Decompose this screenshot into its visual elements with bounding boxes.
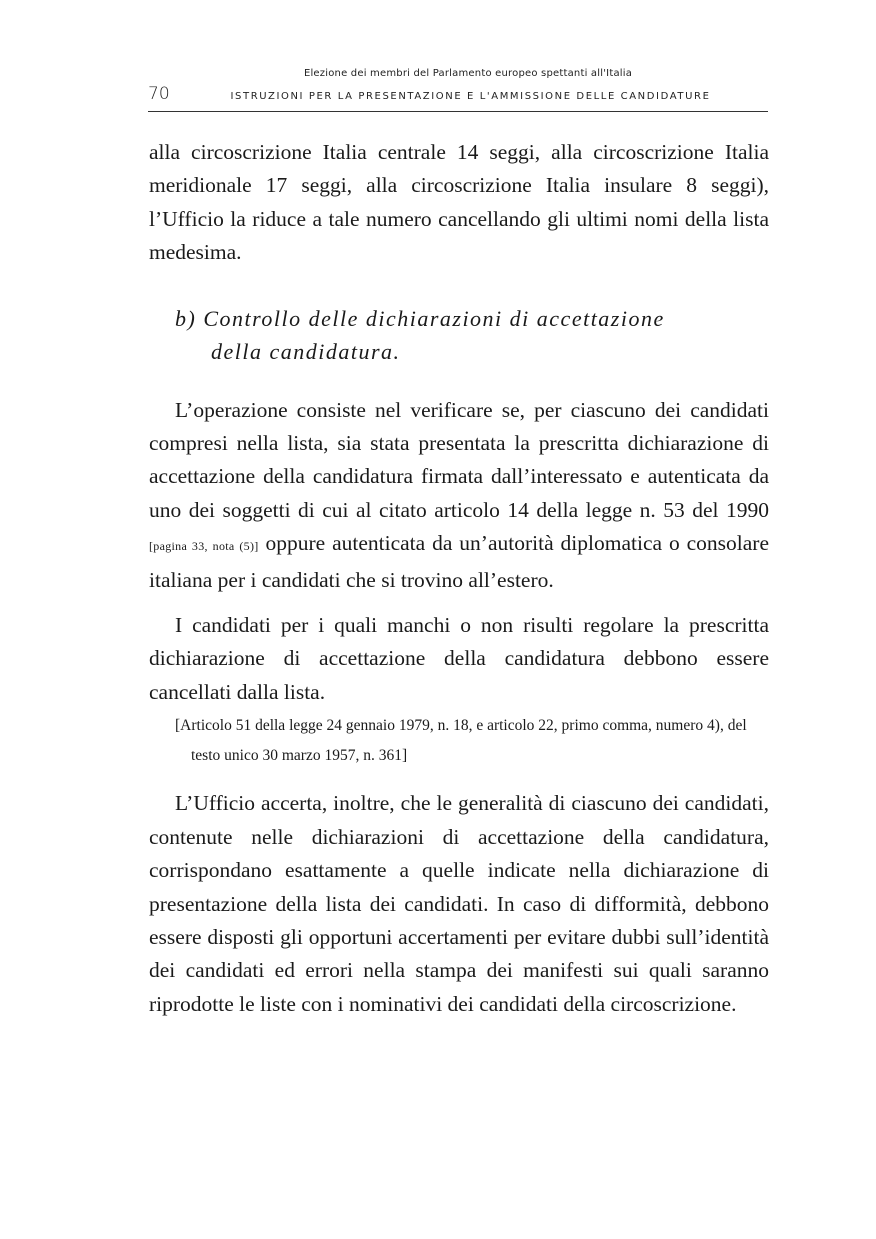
page-number: 70	[148, 84, 170, 104]
section-heading-line2: della candidatura.	[211, 338, 401, 364]
paragraph-2-text-a: L’operazione consiste nel verificare se, per ciascuno dei candidati compresi nella lista, sia stata presentata la prescritta dichiarazione di accettazione della candidatura firmata dall’interessato e autenticata da uno dei soggetti di cui al citato articolo 14 della legge n. 53 del 1990	[149, 397, 769, 522]
page-reference: [pagina 33, nota (5)]	[149, 539, 259, 554]
header-row	[148, 84, 768, 104]
running-header-subtitle: Elezione dei membri del Parlamento europeo spettanti all'Italia	[303, 68, 633, 79]
page-body	[149, 136, 769, 1021]
paragraph-2-text-b: oppure autenticata da un’autorità diplomatica o consolare italiana per i candidati che si trovino all’estero.	[149, 531, 769, 592]
running-header-title: ISTRUZIONI PER LA PRESENTAZIONE E L'AMMISSIONE DELLE CANDIDATURE	[230, 91, 711, 102]
page-header	[148, 68, 768, 112]
paragraph-4: L’Ufficio accerta, inoltre, che le generalità di ciascuno dei candidati, contenute nelle dichiarazioni di accettazione della candidatura, corrispondano esattamente a quelle indicate nella dichiarazione di presentazione della lista dei candidati. In caso di difformità, debbono essere disposti gli opportuni accertamenti per evitare dubbi sull’identità dei candidati ed errori nella stampa dei manifesti sui quali saranno riprodotte le liste con i nominativi dei candidati della circoscrizione.	[149, 791, 769, 1016]
legal-citation: [Articolo 51 della legge 24 gennaio 1979, n. 18, e articolo 22, primo comma, numero 4), del testo unico 30 marzo 1957, n. 361]	[175, 717, 747, 765]
paragraph-1: alla circoscrizione Italia centrale 14 seggi, alla circoscrizione Italia meridionale 17 seggi, alla circoscrizione Italia insulare 8 seggi), l’Ufficio la riduce a tale numero cancellando gli ultimi nomi della lista medesima.	[149, 140, 769, 265]
header-rule	[148, 111, 768, 112]
section-heading-line1: b) Controllo delle dichiarazioni di accettazione	[175, 305, 665, 331]
paragraph-2	[149, 394, 769, 597]
paragraph-3: I candidati per i quali manchi o non risulti regolare la prescritta dichiarazione di accettazione della candidatura debbono essere cancellati dalla lista.	[149, 613, 769, 704]
section-heading	[149, 302, 769, 368]
